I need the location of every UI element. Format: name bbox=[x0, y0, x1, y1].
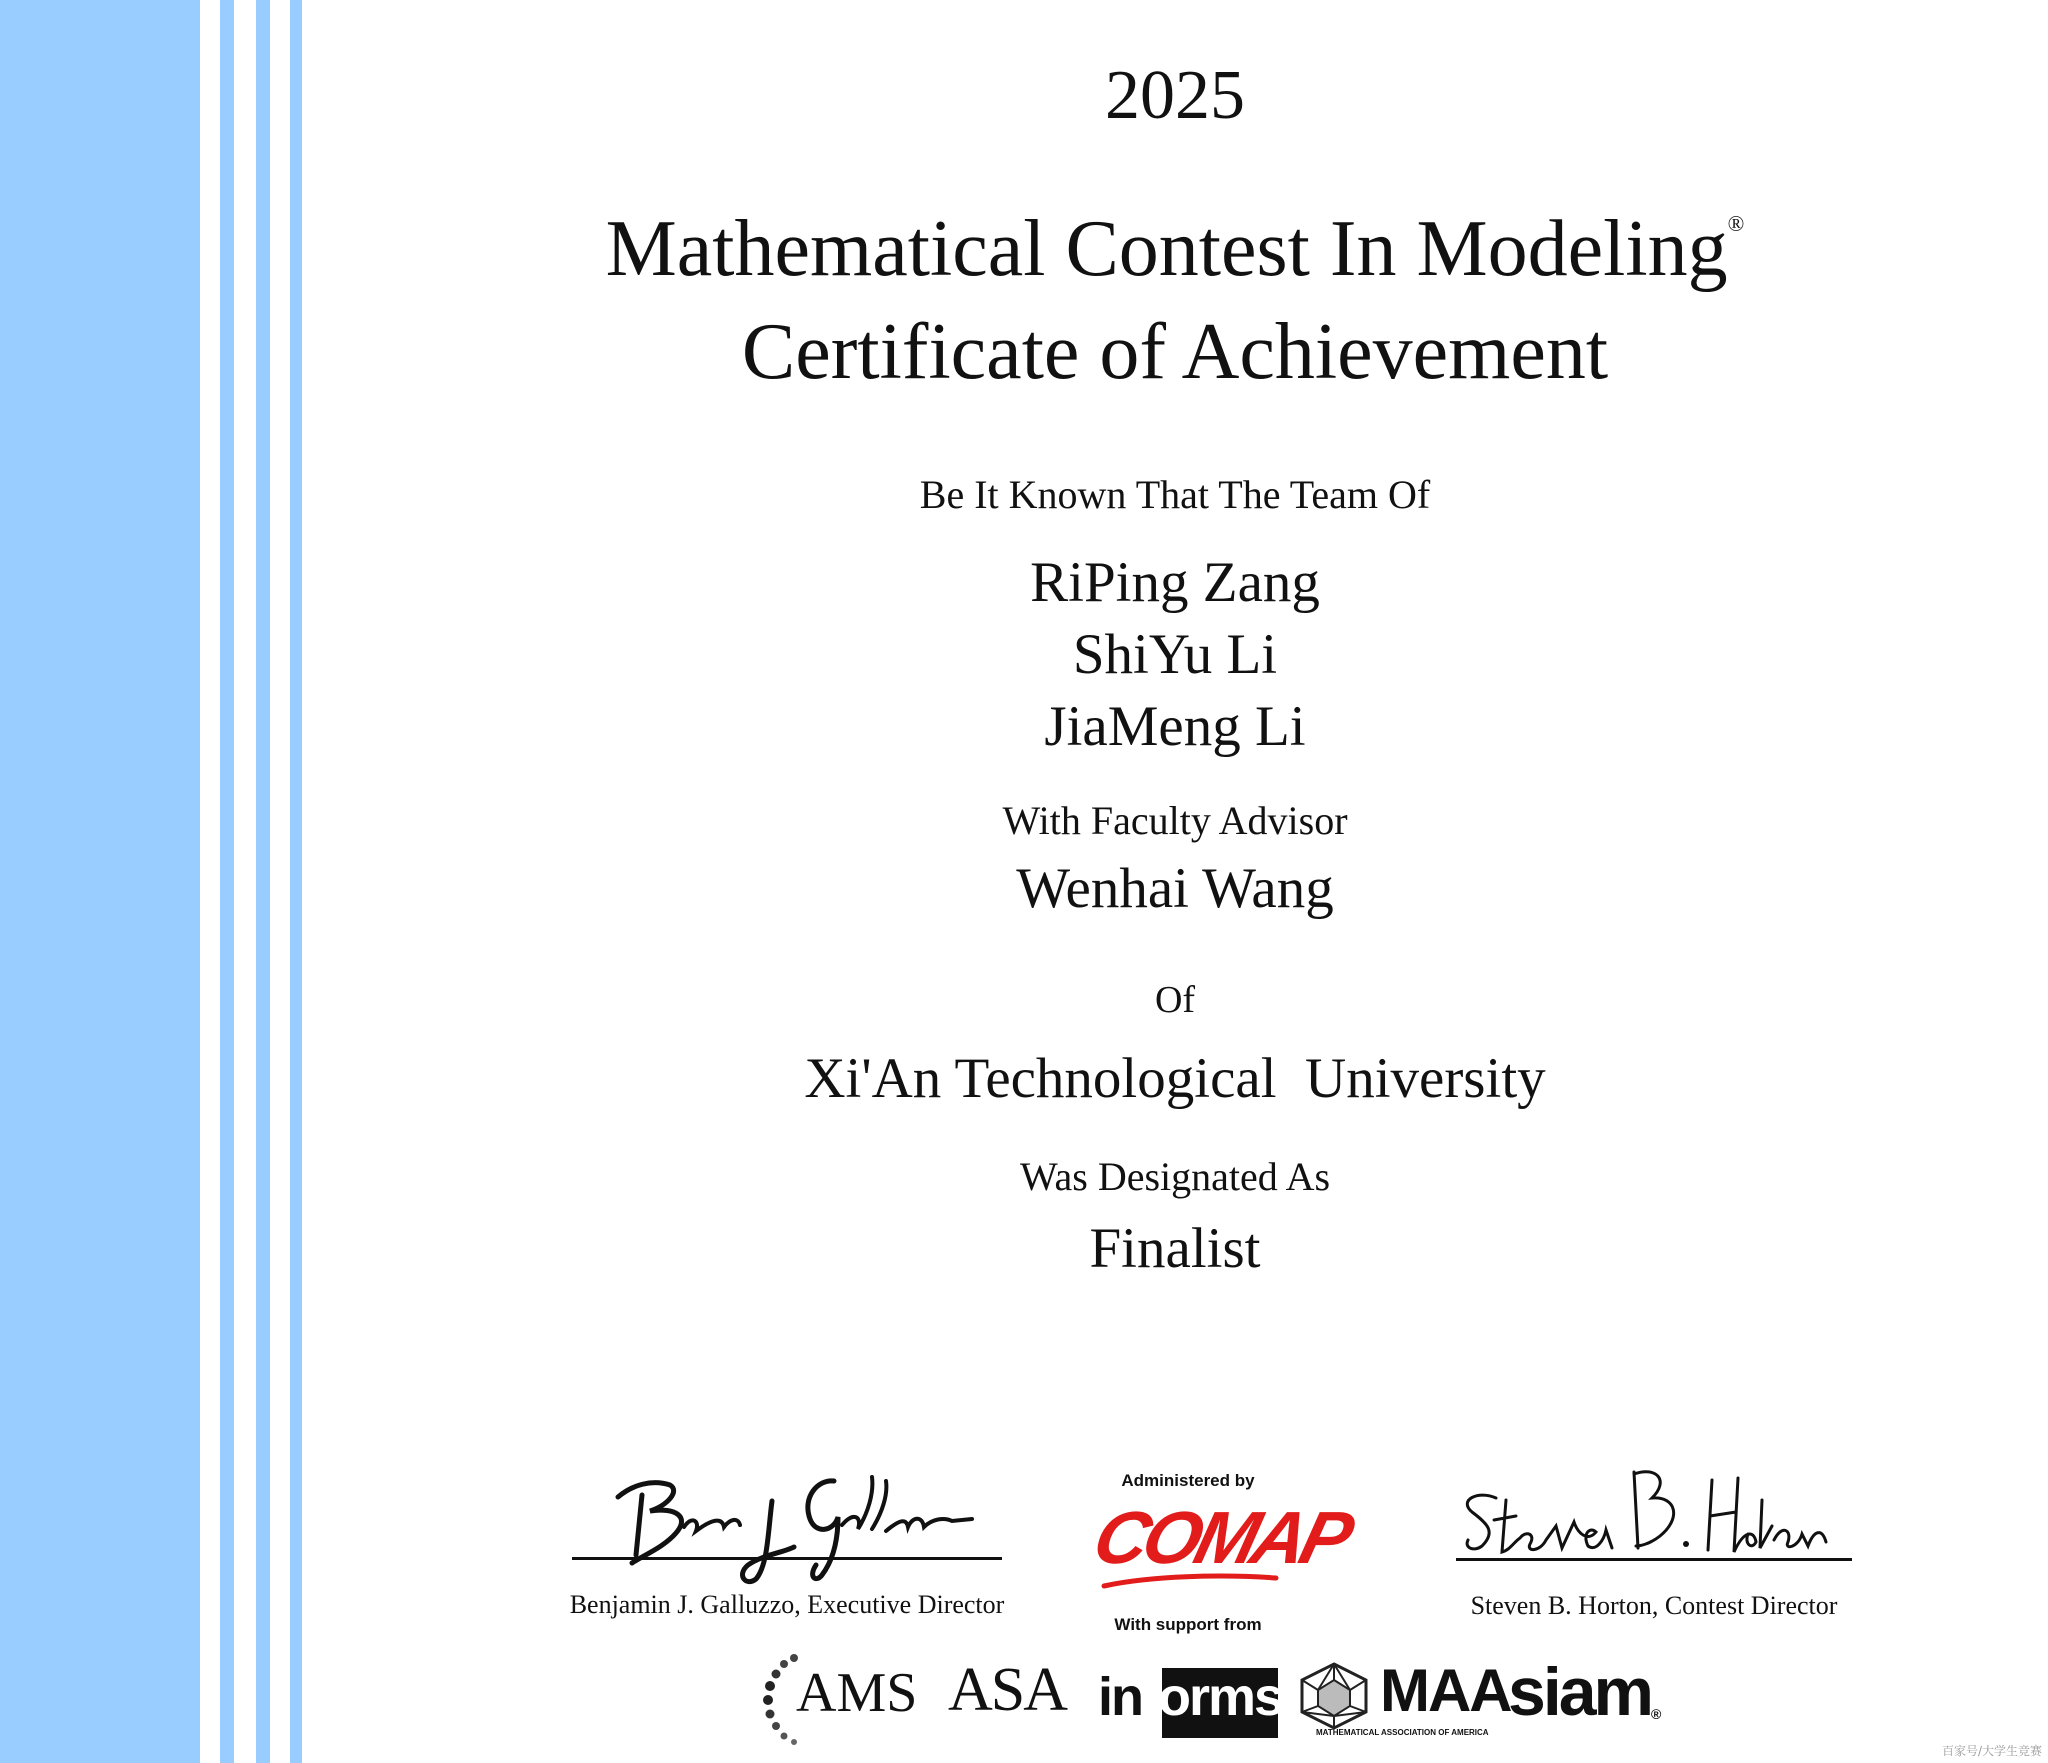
comap-logo: COMAP bbox=[1085, 1496, 1357, 1579]
signatory-right-name: Steven B. Horton, Contest Director bbox=[1470, 1591, 1838, 1620]
registered-mark: ® bbox=[1651, 1706, 1659, 1722]
siam-text: siam bbox=[1508, 1654, 1651, 1730]
signatory-left-name: Benjamin J. Galluzzo, Executive Director bbox=[569, 1590, 1005, 1619]
certificate-type: Certificate of Achievement bbox=[741, 308, 1609, 396]
comap-swash-icon bbox=[1100, 1570, 1280, 1590]
team-member: JiaMeng Li bbox=[1044, 695, 1306, 758]
siam-logo bbox=[1508, 1656, 1658, 1750]
intro-line: Be It Known That The Team Of bbox=[919, 472, 1431, 517]
asa-logo: ASA bbox=[948, 1656, 1067, 1724]
certificate-year: 2025 bbox=[1105, 57, 1245, 134]
designation-label: Was Designated As bbox=[1019, 1154, 1331, 1199]
maa-full-name: MATHEMATICAL ASSOCIATION OF AMERICA bbox=[1316, 1728, 1489, 1737]
award-level: Finalist bbox=[1089, 1217, 1261, 1280]
of-label: Of bbox=[1154, 979, 1196, 1021]
left-border-stripe bbox=[256, 0, 270, 1763]
signature-galluzzo bbox=[572, 1455, 1002, 1585]
informs-wordmark bbox=[1098, 1666, 1283, 1728]
team-member: RiPing Zang bbox=[1030, 551, 1320, 614]
left-border-stripe bbox=[220, 0, 234, 1763]
maa-logo: MAA bbox=[1380, 1657, 1511, 1724]
ams-dots-icon bbox=[760, 1652, 800, 1748]
watermark: 百家号/大学生竞赛 bbox=[1941, 1744, 2042, 1758]
left-border-stripe bbox=[290, 0, 302, 1763]
ams-logo: AMS bbox=[796, 1662, 918, 1724]
comap-block bbox=[1085, 1470, 1357, 1640]
advisor-label: With Faculty Advisor bbox=[1002, 798, 1348, 843]
left-border-band bbox=[0, 0, 200, 1763]
administered-by-label: Administered by bbox=[1121, 1471, 1255, 1490]
institution-name: Xi'An Technological University bbox=[804, 1047, 1546, 1110]
informs-right-text: forms bbox=[1142, 1667, 1283, 1727]
signature-line bbox=[572, 1557, 1002, 1560]
informs-logo bbox=[1098, 1660, 1283, 1738]
informs-left-text: in bbox=[1098, 1667, 1142, 1727]
team-member: ShiYu Li bbox=[1072, 623, 1278, 686]
signature-horton bbox=[1456, 1460, 1852, 1580]
registered-mark: ® bbox=[1727, 211, 1745, 236]
signature-line bbox=[1456, 1558, 1852, 1561]
contest-name bbox=[360, 178, 1990, 295]
advisor-name: Wenhai Wang bbox=[1016, 857, 1334, 920]
maa-polyhedron-icon bbox=[1296, 1662, 1372, 1730]
support-label: With support from bbox=[1114, 1615, 1262, 1634]
contest-name-text: Mathematical Contest In Modeling bbox=[605, 205, 1728, 293]
sponsor-logos bbox=[760, 1648, 1700, 1748]
